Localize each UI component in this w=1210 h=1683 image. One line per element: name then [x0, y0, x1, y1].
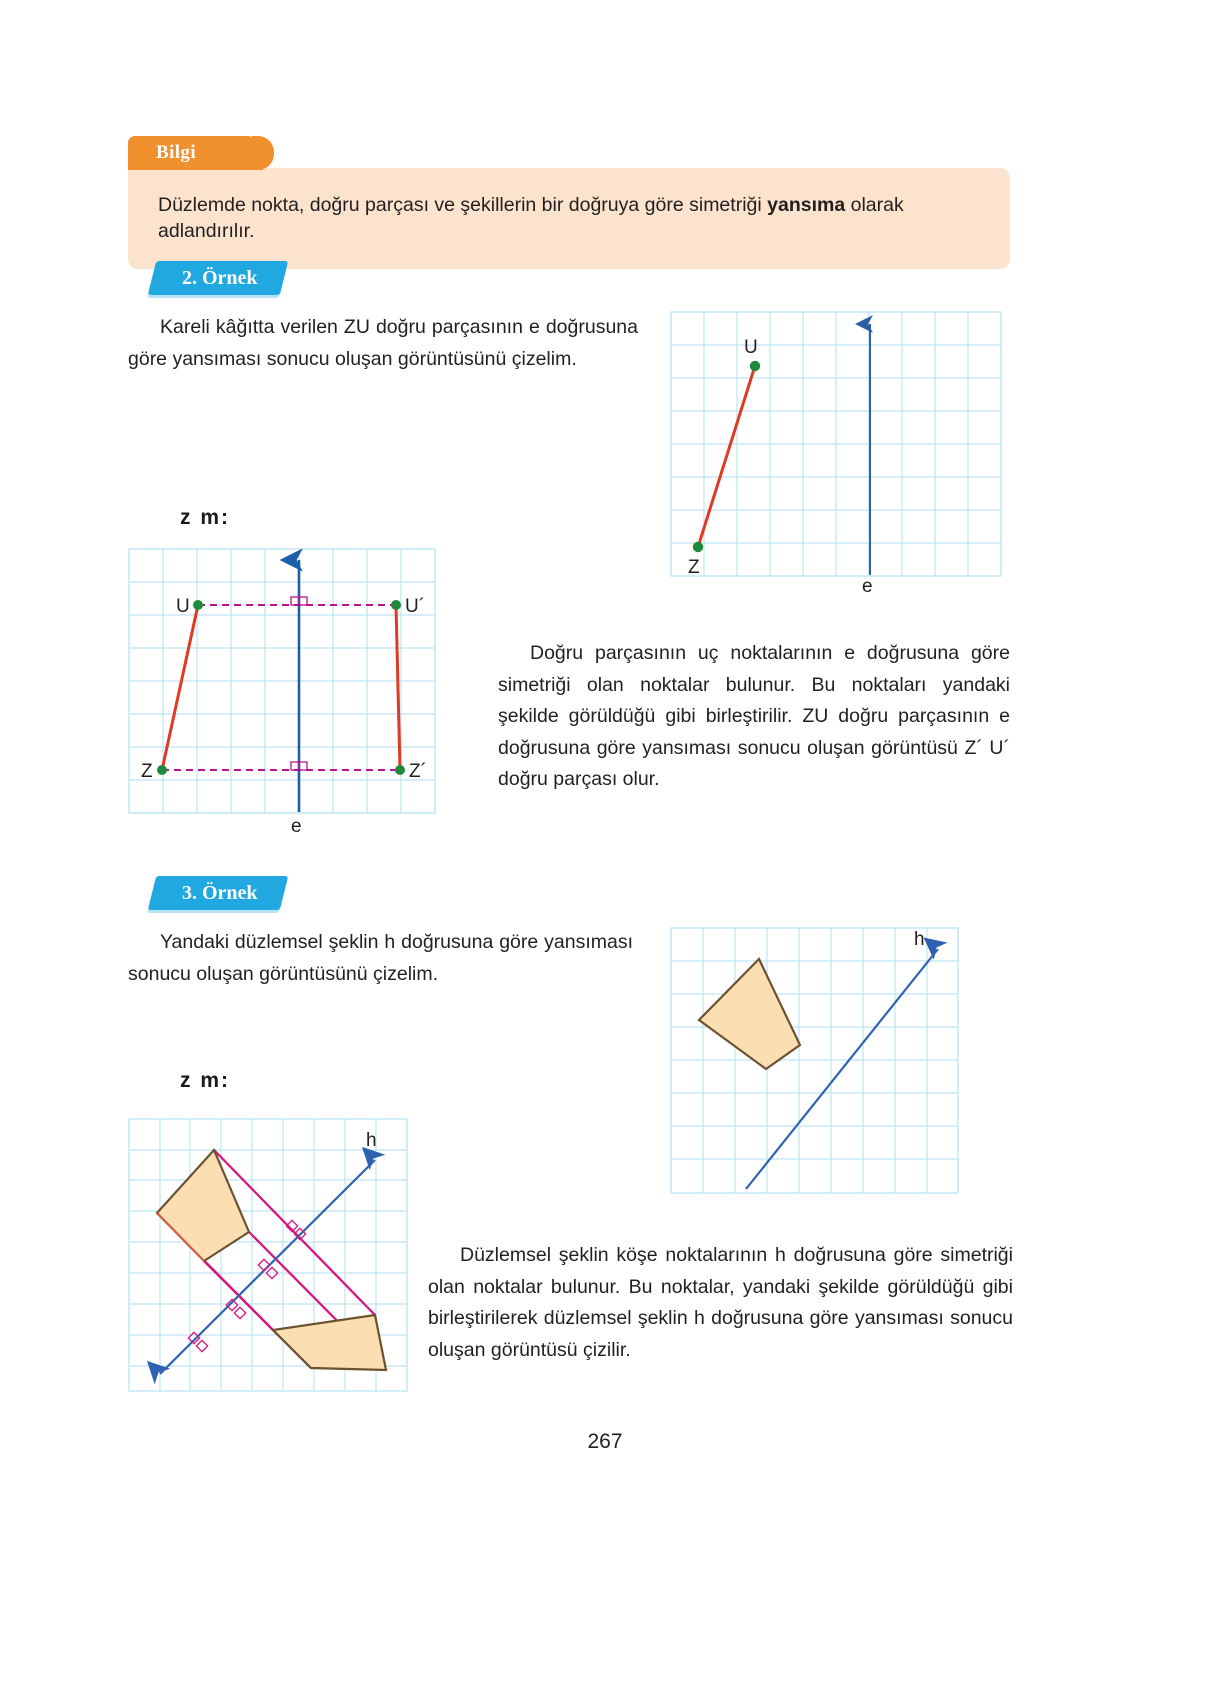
point-u [193, 600, 203, 610]
info-box [128, 136, 1010, 269]
example-2-tab [148, 261, 288, 295]
label-line-h: h [366, 1130, 377, 1151]
label-u: U [744, 337, 758, 358]
example-2-explanation [498, 638, 1010, 796]
label-z: Z [688, 557, 700, 578]
label-line-e: e [862, 576, 873, 593]
example-2-solution-label: z m: [180, 506, 230, 529]
label-u-prime: U´ [405, 596, 426, 617]
info-text-bold: yansıma [767, 194, 846, 216]
example-3-solution-label: z m: [180, 1069, 230, 1092]
point-z [157, 765, 167, 775]
example-3-tab [148, 876, 288, 910]
example-2-tab-label: 2. Örnek [182, 267, 258, 289]
info-text-before: Düzlemde nokta, doğru parçası ve şekillerin bir doğruya göre simetriği [158, 194, 768, 216]
example-2-explanation-text: Doğru parçasının uç noktalarının e doğrusuna göre simetriği olan noktalar bulunur. Bu noktaları yandaki şekilde görüldüğü gibi birleştirilir. ZU doğru parçasının e doğrusuna göre yansıması sonucu oluşan görüntüsü Z´ U´ doğru parçası olur. [498, 642, 1010, 791]
example-3-explanation-text: Düzlemsel şeklin köşe noktalarının h doğrusuna göre simetriği olan noktalar bulunur. Bu noktalar, yandaki şekilde görüldüğü gibi birleştirilerek düzlemsel şeklin h doğrusuna göre yansıması sonucu oluşan görüntüsü çizilir. [428, 1244, 1013, 1361]
example-3-explanation [428, 1240, 1013, 1366]
point-z [693, 542, 703, 552]
example-2-given-svg [670, 311, 1010, 593]
page-number: 267 [587, 1430, 623, 1453]
example-2-solution-svg [128, 548, 443, 833]
label-line-h: h [914, 929, 925, 950]
grid-lines [671, 928, 958, 1193]
label-line-e: e [291, 816, 302, 833]
example-3-prompt-text: Yandaki düzlemsel şeklin h doğrusuna göre yansıması sonucu oluşan görüntüsünü çizelim. [128, 931, 633, 985]
example-3-solution-svg [128, 1118, 416, 1398]
example-3-solution-figure [128, 1118, 416, 1398]
grid-lines [671, 312, 1001, 576]
grid-lines [129, 549, 435, 813]
label-z-prime: Z´ [409, 761, 427, 782]
point-u-prime [391, 600, 401, 610]
label-u: U [176, 596, 190, 617]
info-text-after: olarak adlandırılır. [158, 194, 904, 243]
point-u [750, 361, 760, 371]
example-2-solution-figure [128, 548, 443, 833]
point-z-prime [395, 765, 405, 775]
example-2-prompt [128, 312, 638, 375]
info-box-tab-label: Bilgi [128, 136, 263, 170]
example-3-given-svg [670, 927, 970, 1207]
example-2-given-figure [670, 311, 1010, 593]
example-3-given-figure [670, 927, 970, 1207]
example-3-prompt [128, 927, 633, 990]
example-3-tab-label: 3. Örnek [182, 882, 258, 904]
info-box-body [128, 168, 1010, 269]
example-2-prompt-text: Kareli kâğıtta verilen ZU doğru parçasının e doğrusuna göre yansıması sonucu oluşan görüntüsünü çizelim. [128, 316, 638, 370]
label-z: Z [141, 761, 153, 782]
